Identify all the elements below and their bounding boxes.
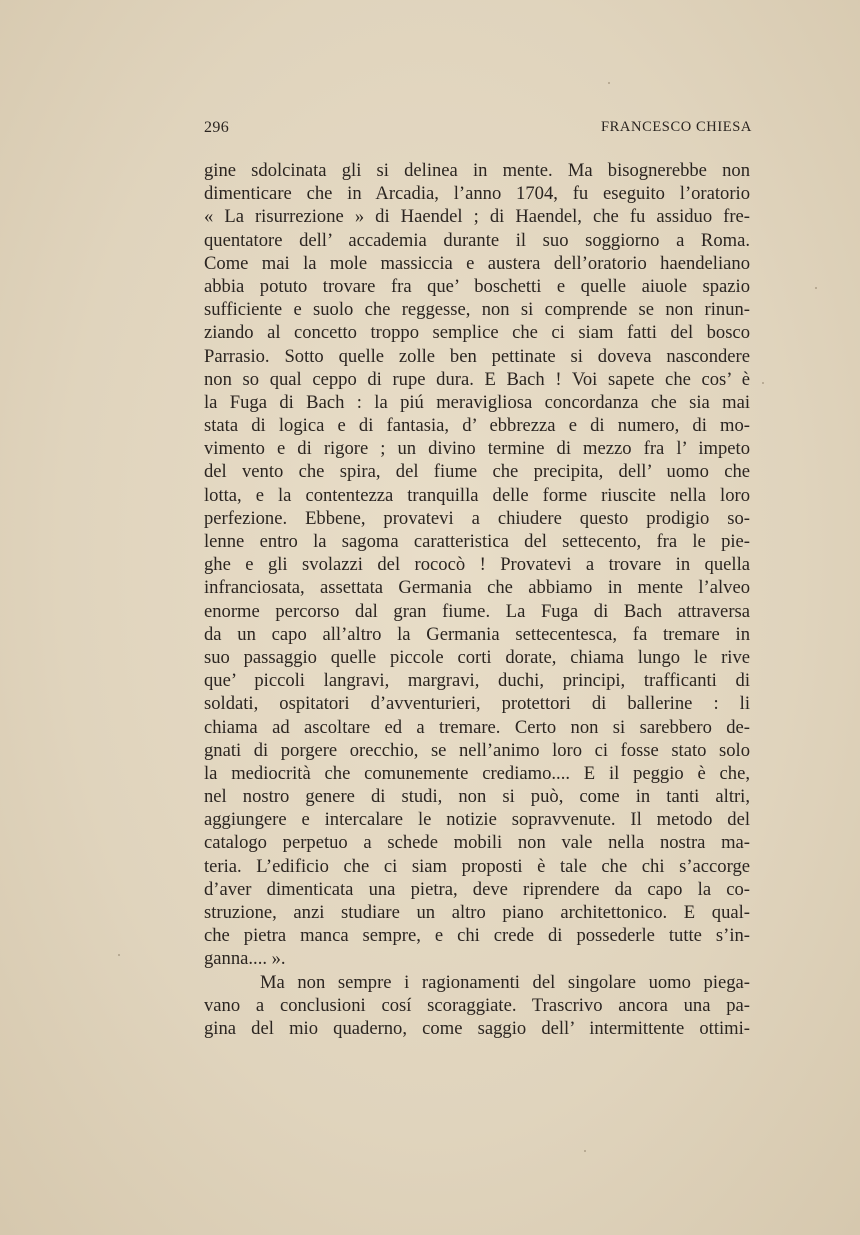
- text-line: dimenticare che in Arcadia, l’anno 1704, fu eseguito l’oratorio: [204, 183, 750, 205]
- text-line: la Fuga di Bach : la piú meravigliosa concordanza che sia mai: [204, 391, 750, 413]
- text-line: ghe e gli svolazzi del rococò ! Provatevi a trovare in quella: [204, 554, 750, 576]
- paper-speck: [815, 287, 817, 289]
- page-number: 296: [204, 119, 230, 136]
- text-line: ganna.... ».: [204, 948, 286, 970]
- text-line: que’ piccoli langravi, margravi, duchi, principi, trafficanti di: [204, 670, 750, 692]
- text-line: gina del mio quaderno, come saggio dell’ intermittente ottimi-: [204, 1017, 750, 1039]
- text-line: enorme percorso dal gran fiume. La Fuga di Bach attraversa: [204, 600, 750, 622]
- text-line: da un capo all’altro la Germania settecentesca, fa tremare in: [204, 623, 750, 645]
- paper-speck: [762, 382, 764, 384]
- running-head: [204, 119, 752, 143]
- paper-speck: [584, 1150, 586, 1152]
- text-line: teria. L’edificio che ci siam proposti è tale che chi s’accorge: [204, 855, 750, 877]
- text-line: vimento e di rigore ; un divino termine di mezzo fra l’ impeto: [204, 438, 750, 460]
- text-line: che pietra manca sempre, e chi crede di possederle tutte s’in-: [204, 925, 750, 947]
- text-line: Come mai la mole massiccia e austera dell’oratorio haendeliano: [204, 252, 750, 274]
- text-line: soldati, ospitatori d’avventurieri, protettori di ballerine : li: [204, 693, 750, 715]
- text-line: infranciosata, assettata Germania che abbiamo in mente l’alveo: [204, 577, 750, 599]
- text-line: quentatore dell’ accademia durante il suo soggiorno a Roma.: [204, 229, 750, 251]
- text-line: Parrasio. Sotto quelle zolle ben pettinate si doveva nascondere: [204, 345, 750, 367]
- text-line: non so qual ceppo di rupe dura. E Bach ! Voi sapete che cos’ è: [204, 368, 750, 390]
- text-line: gnati di porgere orecchio, se nell’animo loro ci fosse stato solo: [204, 739, 750, 761]
- text-line: ziando al concetto troppo semplice che ci siam fatti del bosco: [204, 322, 750, 344]
- text-line: suo passaggio quelle piccole corti dorate, chiama lungo le rive: [204, 646, 750, 668]
- text-line: catalogo perpetuo a schede mobili non vale nella nostra ma-: [204, 832, 750, 854]
- text-line: nel nostro genere di studi, non si può, come in tanti altri,: [204, 786, 750, 808]
- text-line: perfezione. Ebbene, provatevi a chiudere questo prodigio so-: [204, 507, 750, 529]
- text-line: la mediocrità che comunemente crediamo.... E il peggio è che,: [204, 762, 750, 784]
- text-line: lenne entro la sagoma caratteristica del settecento, fra le pie-: [204, 531, 750, 552]
- text-line: del vento che spira, del fiume che precipita, dell’ uomo che: [204, 461, 750, 483]
- text-line: aggiungere e intercalare le notizie sopravvenute. Il metodo del: [204, 809, 750, 831]
- text-line: Ma non sempre i ragionamenti del singolare uomo piega-: [260, 971, 750, 993]
- body-text: [204, 159, 750, 1040]
- text-line: stata di logica e di fantasia, d’ ebbrezza e di numero, di mo-: [204, 415, 750, 437]
- paper-speck: [118, 954, 120, 956]
- text-line: vano a conclusioni cosí scoraggiate. Trascrivo ancora una pa-: [204, 994, 750, 1016]
- paper-speck: [608, 82, 610, 84]
- text-line: abbia potuto trovare fra que’ boschetti e quelle aiuole spazio: [204, 275, 750, 297]
- text-line: sufficiente e suolo che reggesse, non si comprende se non rinun-: [204, 299, 750, 321]
- text-line: chiama ad ascoltare ed a tremare. Certo non si sarebbero de-: [204, 716, 750, 738]
- text-line: gine sdolcinata gli si delinea in mente. Ma bisognerebbe non: [204, 160, 750, 181]
- text-line: struzione, anzi studiare un altro piano architettonico. E qual-: [204, 902, 750, 923]
- text-line: d’aver dimenticata una pietra, deve riprendere da capo la co-: [204, 878, 750, 900]
- text-line: « La risurrezione » di Haendel ; di Haendel, che fu assiduo fre-: [204, 206, 750, 228]
- text-line: lotta, e la contentezza tranquilla delle forme riuscite nella loro: [204, 484, 750, 506]
- running-title: FRANCESCO CHIESA: [600, 119, 752, 135]
